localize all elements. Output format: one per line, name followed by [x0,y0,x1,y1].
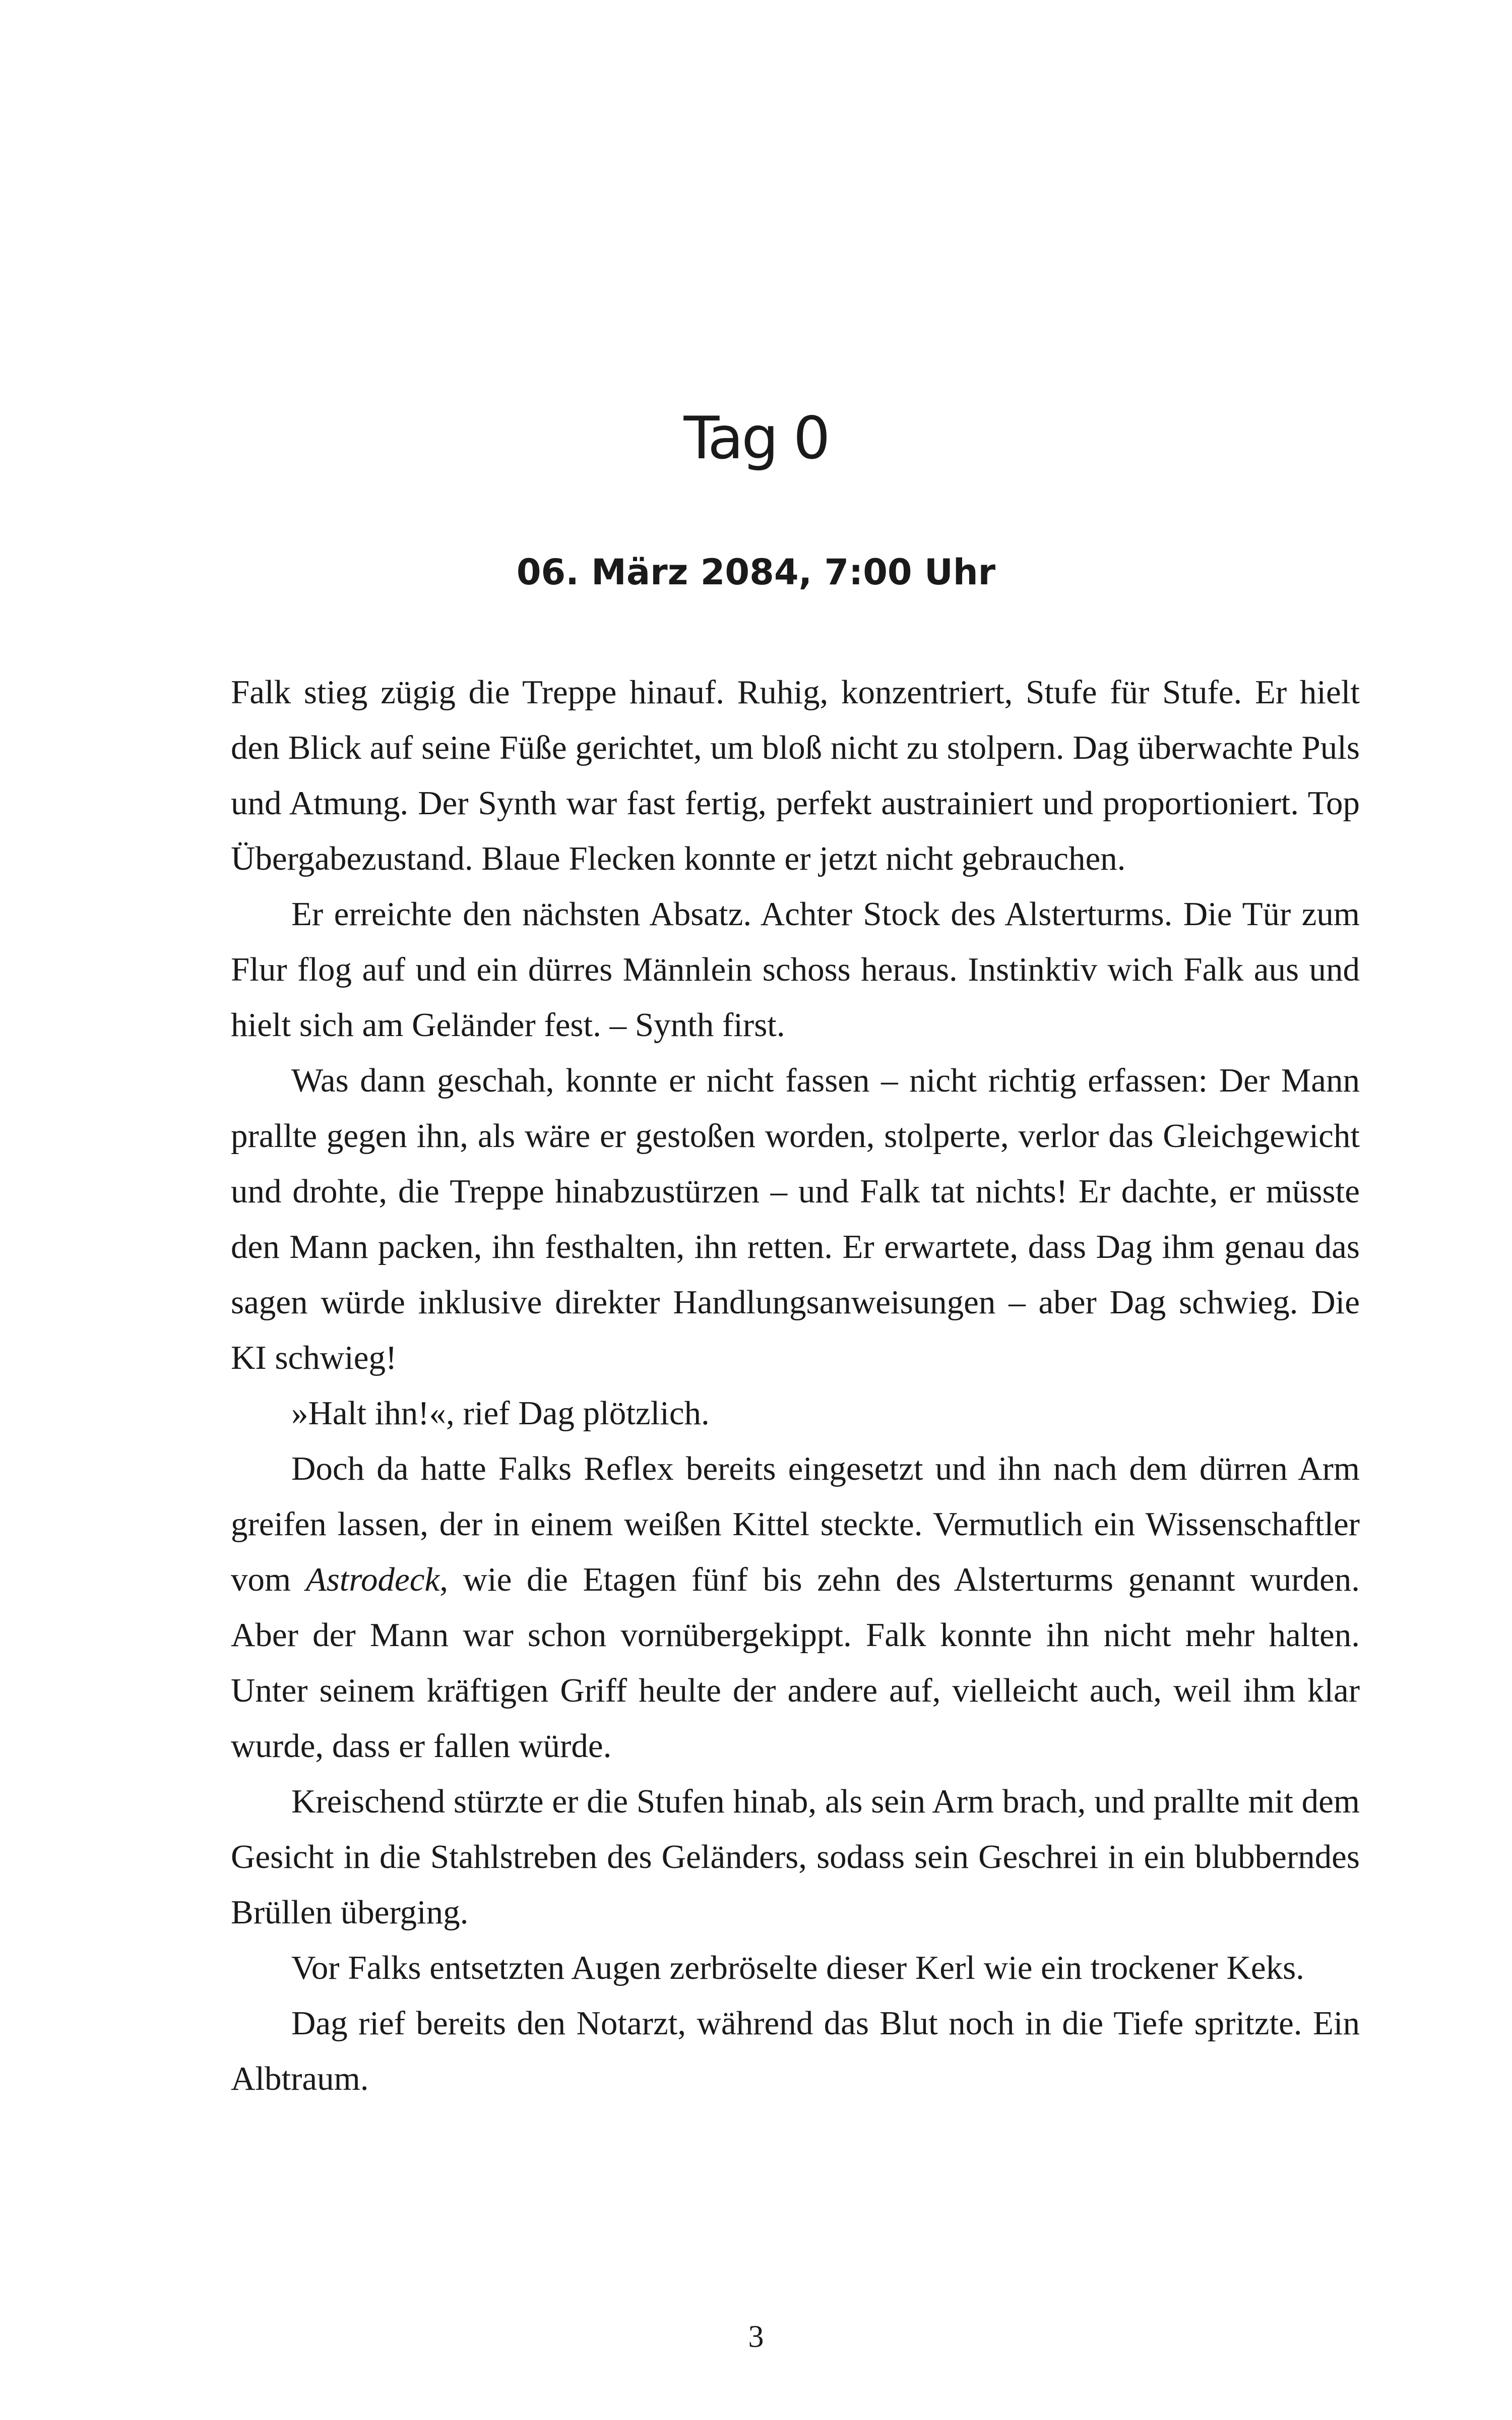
paragraph: Er erreichte den nächsten Absatz. Achter Stock des Alsterturms. Die Tür zum Flur flog auf und ein dürres Männlein schoss heraus. Instinktiv wich Falk aus und hielt sich am Geländer fest. – Synth first. [231,895,1360,1044]
chapter-subtitle: 06. März 2084, 7:00 Uhr [516,552,996,593]
paragraph: Was dann geschah, konnte er nicht fassen – nicht richtig erfassen: Der Mann prallte gegen ihn, als wäre er gestoßen worden, stolperte, verlor das Gleichgewicht und drohte, die Treppe hinabzustürzen – und Falk tat nichts! Er dachte, er müsste den Mann packen, ihn festhalten, ihn retten. Er erwartete, dass Dag ihm genau das sagen würde inklusive direkter Handlungsanweisungen – aber Dag schwieg. Die KI schwieg! [231,1062,1360,1376]
paragraph [231,1441,1360,1774]
paragraph: Dag rief bereits den Notarzt, während das Blut noch in die Tiefe spritzte. Ein Albtraum. [231,2005,1360,2097]
page-number: 3 [748,2320,764,2354]
paragraph: »Halt ihn!«, rief Dag plötzlich. [291,1395,710,1432]
emphasis-text: Astrodeck [305,1561,440,1598]
paragraph-text: , wie die Etagen fünf bis zehn des Alsterturms genannt wurden. Aber der Mann war schon vornübergekippt. Falk konnte ihn nicht mehr halten. Unter seinem kräftigen Griff heulte der andere auf, vielleicht auch, weil ihm klar wurde, dass er fallen würde. [231,1561,1360,1765]
paragraph: Vor Falks entsetzten Augen zerbröselte dieser Kerl wie ein trockener Keks. [291,1949,1304,1986]
paragraph: Kreischend stürzte er die Stufen hinab, als sein Arm brach, und prallte mit dem Gesicht in die Stahlstreben des Geländers, sodass sein Geschrei in ein blubberndes Brüllen überging. [231,1783,1360,1931]
paragraph: Falk stieg zügig die Treppe hinauf. Ruhig, konzentriert, Stufe für Stufe. Er hielt den Blick auf seine Füße gerichtet, um bloß nicht zu stolpern. Dag überwachte Puls und Atmung. Der Synth war fast fertig, perfekt austrainiert und proportioniert. Top Übergabezustand. Blaue Flecken konnte er jetzt nicht gebrauchen. [231,674,1360,877]
body-text [231,664,1360,2106]
paragraph-text: Doch da hatte Falks Reflex bereits eingesetzt und ihn nach dem dürren Arm greifen lassen, der in einem weißen Kittel steckte. Vermutlich ein Wissenschaftler vom [231,1450,1360,1598]
chapter-title: Tag 0 [683,404,829,472]
